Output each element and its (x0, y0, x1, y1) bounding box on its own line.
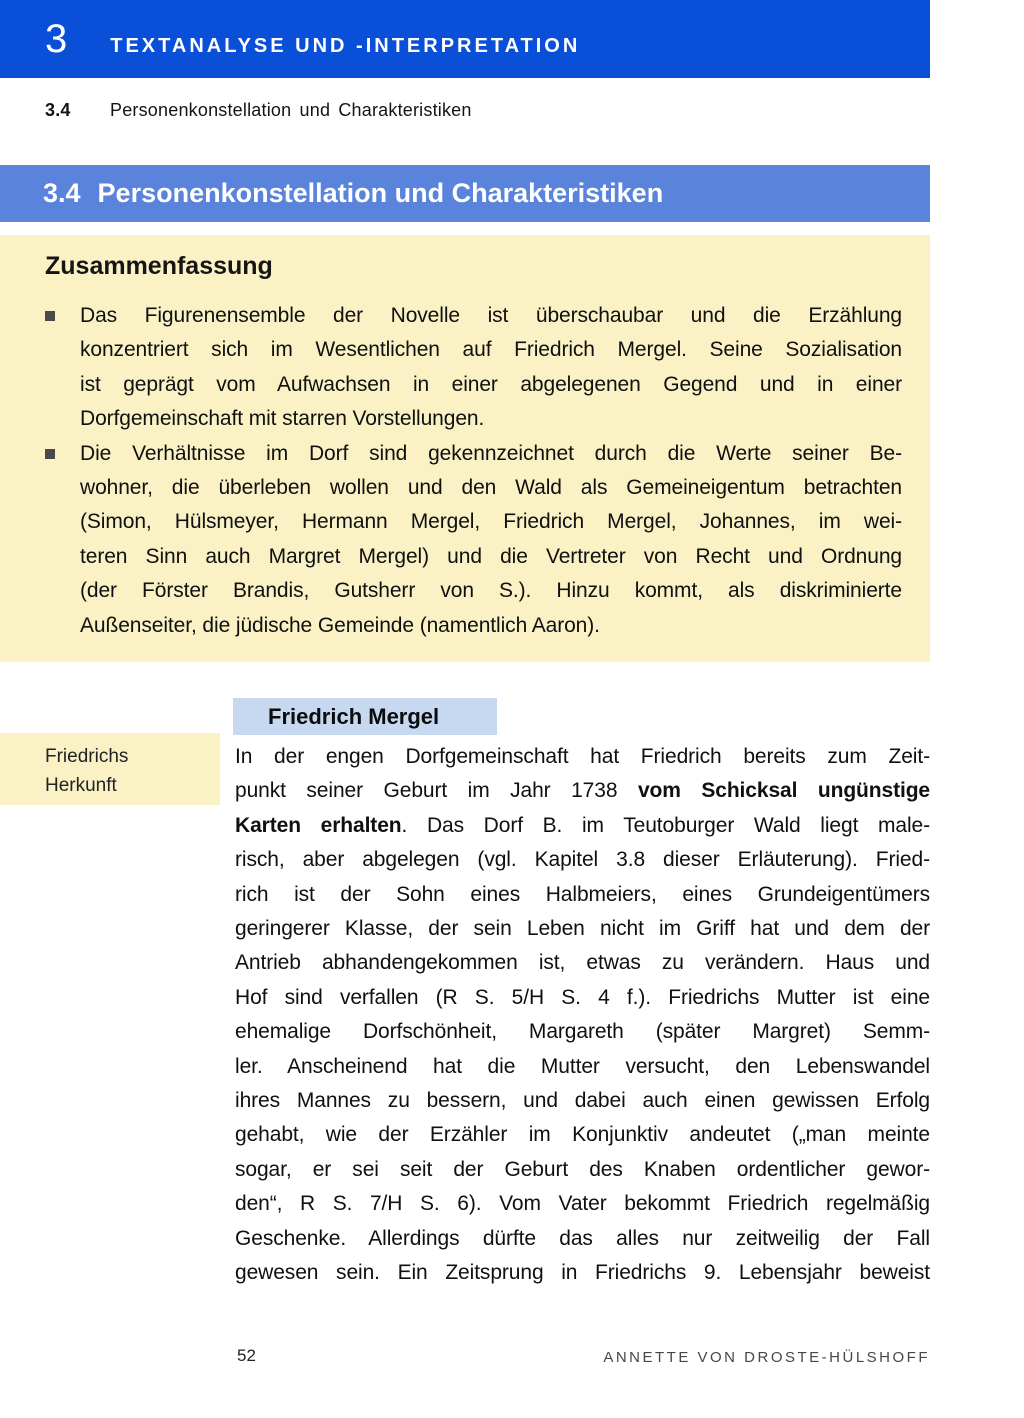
body-text: In der engen Dorfgemeinschaft hat Friedrich bereits zum Zeit- punkt seiner Geburt im Jahr 1738 vom Schicksal ungünstige Karten erhalten. Das Dorf B. im Teutoburger Wald liegt male- risch, aber abgelegen (vgl. Kapitel 3.8 dieser Erläuterung). Fried- rich ist der Sohn eines Halbmeiers, eines Grundeigentümers geringerer Klasse, der sein Leben nicht im Griff hat und dem der Antrieb abhandengekommen ist, etwas zu verändern. Haus und Hof sind verfallen (R S. 5/H S. 4 f.). Friedrichs Mutter ist eine ehemalige Dorfschönheit, Margareth (später Margret) Semm- ler. Anscheinend hat die Mutter versucht, den Lebenswandel ihres Mannes zu bessern, und dabei auch einen gewissen Erfolg gehabt, wie der Erzähler im Konjunktiv andeutet („man meinte sogar, er sei seit der Geburt des Knaben ordentlicher gewor- den“, R S. 7/H S. 6). Vom Vater bekommt Friedrich regelmäßig Geschenke. Allerdings dürfte das alles nur zeitweilig der Fall gewesen sein. Ein Zeitsprung in Friedrichs 9. Lebensjahr beweist (235, 745, 931, 1285)
margin-note-line: Friedrichs (45, 746, 129, 767)
square-bullet-icon (45, 311, 55, 321)
summary-box (0, 235, 930, 662)
summary-title: Zusammenfassung (45, 252, 273, 280)
section-number: 3.4 (43, 178, 81, 208)
section-heading-band (0, 165, 930, 222)
footer-book-title: ANNETTE VON DROSTE-HÜLSHOFF (603, 1349, 930, 1366)
subsection-heading (233, 698, 497, 735)
section-title: Personenkonstellation und Charakteristiken (97, 178, 664, 208)
footer-page-number: 52 (237, 1346, 256, 1365)
breadcrumb (45, 100, 472, 121)
chapter-number: 3 (45, 17, 68, 61)
square-bullet-icon (45, 449, 55, 459)
subsection-heading-label: Friedrich Mergel (268, 703, 440, 729)
margin-note-line: Herkunft (45, 775, 117, 796)
margin-note (0, 733, 220, 805)
summary-bullet: Die Verhältnisse im Dorf sind gekennzeichnet durch die Werte seiner Be- wohner, die überleben wollen und den Wald als Gemeineigentum betrachten (Simon, Hülsmeyer, Hermann Mergel, Friedrich Mergel, Johannes, im wei- teren Sinn auch Margret Mergel) und die Vertreter von Recht und Ordnung (der Förster Brandis, Gutsherr von S.). Hinzu kommt, als diskriminierte Außenseiter, die jüdische Gemeinde (namentlich Aaron). (45, 437, 902, 643)
chapter-header-band (0, 0, 930, 78)
summary-bullet: Das Figurenensemble der Novelle ist überschaubar und die Erzählung konzentriert sich im Wesentlichen auf Friedrich Mergel. Seine Sozialisation ist geprägt vom Aufwachsen in einer abgelegenen Gegend und in einer Dorfgemeinschaft mit starren Vorstellungen. (45, 299, 902, 437)
breadcrumb-number: 3.4 (45, 100, 71, 120)
chapter-title: TEXTANALYSE UND -INTERPRETATION (110, 35, 581, 57)
summary-bullet-list (45, 299, 902, 643)
breadcrumb-label: Personenkonstellation und Charakteristiken (110, 100, 472, 120)
